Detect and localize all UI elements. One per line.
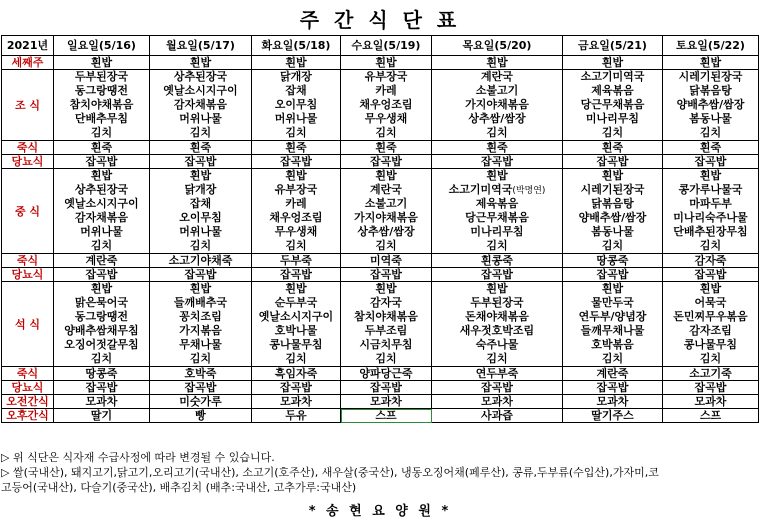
menu-item: 김치 <box>285 352 307 365</box>
meal-label: 당뇨식 <box>2 381 54 395</box>
menu-item: 꽁치조림 <box>179 310 222 323</box>
menu-cell: 빵 <box>150 409 252 423</box>
menu-cell: 소고기죽 <box>663 367 759 381</box>
menu-item: 유부장국 <box>364 70 408 83</box>
menu-cell: 사과즙 <box>432 409 563 423</box>
menu-cell: 잡곡밥 <box>54 268 150 282</box>
menu-row <box>2 169 759 254</box>
menu-cell: 잡곡밥 <box>432 155 563 169</box>
menu-cell <box>252 282 341 367</box>
day-header: 금요일(5/21) <box>563 36 663 56</box>
menu-item: 오이무침 <box>179 211 222 224</box>
menu-cell: 잡곡밥 <box>432 268 563 282</box>
menu-cell: 잡곡밥 <box>663 381 759 395</box>
menu-item: 시레기된장국 <box>678 70 743 83</box>
menu-item: 옛날소시지구이 <box>258 310 334 323</box>
menu-cell: 흰밥 <box>252 56 341 70</box>
menu-cell: 스프 <box>341 409 432 423</box>
menu-item: 머위나물 <box>179 225 222 238</box>
menu-item: 흰밥 <box>601 282 624 295</box>
menu-item: 흰밥 <box>486 282 508 295</box>
menu-item: 감자국 <box>370 296 402 309</box>
menu-item: 제육볶음 <box>591 84 634 97</box>
menu-item: 김치 <box>601 126 624 139</box>
menu-cell: 잡곡밥 <box>663 155 759 169</box>
menu-cell: 두유 <box>252 409 341 423</box>
menu-cell <box>150 282 252 367</box>
menu-item: 김치 <box>601 239 624 252</box>
menu-cell <box>563 282 663 367</box>
menu-cell <box>663 169 759 254</box>
note-line: 고등어(국내산), 다슬기(중국산), 배추김치 (배추:국내산, 고추가루:국내산) <box>1 481 357 494</box>
menu-item: 김치 <box>285 239 307 252</box>
menu-item: 시금치무침 <box>359 338 413 351</box>
menu-item: 닭개장 <box>184 183 217 196</box>
menu-item: 감자조림 <box>689 324 732 337</box>
menu-item: 김치 <box>699 239 722 252</box>
menu-item: 제육볶음 <box>475 197 519 210</box>
menu-cell: 딸기 <box>54 409 150 423</box>
menu-item: 단배추된장무침 <box>673 225 748 238</box>
menu-item: 연두부/양념장 <box>578 310 647 323</box>
menu-item: 상추쌈/쌈장 <box>468 112 526 125</box>
menu-item: 콩나물무침 <box>683 338 738 351</box>
menu-item: 소불고기 <box>475 84 519 97</box>
menu-item: 단배추무침 <box>74 112 129 125</box>
menu-item: 김치 <box>699 126 722 139</box>
menu-cell: 모과차 <box>341 395 432 409</box>
menu-cell: 모과차 <box>563 395 663 409</box>
menu-cell <box>54 169 150 254</box>
menu-item: 유부장국 <box>274 183 318 196</box>
menu-cell <box>341 70 432 141</box>
menu-cell: 모과차 <box>252 395 341 409</box>
menu-cell: 소고기야채죽 <box>150 254 252 268</box>
menu-item: 잡채 <box>189 197 212 210</box>
menu-item: 오이무침 <box>274 98 318 111</box>
menu-item: 머위나물 <box>179 112 222 125</box>
menu-cell: 흰밥 <box>341 56 432 70</box>
menu-item: 김치 <box>486 239 508 252</box>
menu-item: 김치 <box>189 126 212 139</box>
menu-item: 김치 <box>189 239 212 252</box>
menu-item: 닭볶음탕 <box>689 84 732 97</box>
menu-item: 양배추쌈/쌈장 <box>676 98 745 111</box>
menu-item: 카레 <box>375 84 397 97</box>
menu-cell <box>252 70 341 141</box>
menu-cell: 모과차 <box>663 395 759 409</box>
menu-row <box>2 70 759 141</box>
menu-cell: 흰죽 <box>54 141 150 155</box>
menu-item: 김치 <box>699 352 722 365</box>
menu-cell: 연두부죽 <box>432 367 563 381</box>
menu-cell: 잡곡밥 <box>432 381 563 395</box>
menu-cell: 잡곡밥 <box>563 381 663 395</box>
meal-label: 죽식 <box>2 254 54 268</box>
menu-cell: 잡곡밥 <box>150 268 252 282</box>
meal-label: 당뇨식 <box>2 155 54 169</box>
menu-item: 순두부국 <box>274 296 318 309</box>
meal-label: 중 식 <box>2 169 54 254</box>
menu-cell: 호박죽 <box>150 367 252 381</box>
menu-row <box>2 268 759 282</box>
menu-item: 미나리숙주나물 <box>673 211 748 224</box>
menu-item-note: (박명연) <box>512 186 546 196</box>
menu-cell: 잡곡밥 <box>252 381 341 395</box>
menu-item: 마파두부 <box>689 197 732 210</box>
menu-cell <box>563 169 663 254</box>
menu-item: 당근무채볶음 <box>580 98 645 111</box>
menu-item: 참치야채볶음 <box>69 98 134 111</box>
menu-item: 상추된장국 <box>74 183 129 196</box>
menu-item: 흰밥 <box>285 169 307 182</box>
menu-cell: 잡곡밥 <box>663 268 759 282</box>
menu-row <box>2 254 759 268</box>
menu-item: 김치 <box>90 126 113 139</box>
note-line: ▷ 위 식단은 식자재 수급사정에 따라 변경될 수 있습니다. <box>1 451 275 464</box>
menu-item: 흰밥 <box>375 282 397 295</box>
menu-item: 어묵국 <box>694 296 727 309</box>
menu-item: 감자채볶음 <box>74 211 129 224</box>
menu-row <box>2 56 759 70</box>
menu-item: 김치 <box>486 126 508 139</box>
menu-row <box>2 395 759 409</box>
menu-cell: 흰죽 <box>563 141 663 155</box>
menu-cell <box>150 169 252 254</box>
menu-item: 흰밥 <box>375 169 397 182</box>
menu-cell <box>54 282 150 367</box>
menu-item: 채우엉조림 <box>269 211 323 224</box>
menu-cell: 잡곡밥 <box>252 268 341 282</box>
menu-cell: 흰밥 <box>150 56 252 70</box>
menu-cell: 잡곡밥 <box>150 155 252 169</box>
menu-item: 무채나물 <box>179 338 222 351</box>
day-header: 일요일(5/16) <box>54 36 150 56</box>
menu-item: 흰밥 <box>699 169 722 182</box>
menu-item: 시레기된장국 <box>580 183 645 196</box>
menu-cell <box>54 70 150 141</box>
menu-item: 참치야채볶음 <box>354 310 418 323</box>
meal-label: 오전간식 <box>2 395 54 409</box>
menu-item: 무우생채 <box>274 225 318 238</box>
menu-item: 잡채 <box>285 84 307 97</box>
menu-cell: 잡곡밥 <box>341 268 432 282</box>
menu-item: 상추된장국 <box>173 70 228 83</box>
menu-item: 돈채야채볶음 <box>465 310 529 323</box>
menu-item: 김치 <box>189 352 212 365</box>
menu-item: 들깨배추국 <box>173 296 228 309</box>
menu-cell <box>150 70 252 141</box>
menu-cell: 잡곡밥 <box>563 155 663 169</box>
menu-item: 김치 <box>375 352 397 365</box>
menu-cell: 미역죽 <box>341 254 432 268</box>
meal-label: 오후간식 <box>2 409 54 423</box>
menu-item: 콩가루나물국 <box>678 183 743 196</box>
menu-row <box>2 141 759 155</box>
menu-cell: 잡곡밥 <box>341 155 432 169</box>
menu-cell: 스프 <box>663 409 759 423</box>
menu-cell: 흰죽 <box>432 141 563 155</box>
menu-cell: 잡곡밥 <box>563 268 663 282</box>
menu-cell: 흰죽 <box>663 141 759 155</box>
meal-label: 죽식 <box>2 367 54 381</box>
menu-item: 계란국 <box>481 70 513 83</box>
menu-item: 머위나물 <box>80 225 123 238</box>
page-title: 주 간 식 단 표 <box>299 8 461 32</box>
menu-item: 흰밥 <box>285 282 307 295</box>
menu-item: 두부된장국 <box>74 70 129 83</box>
menu-item: 양배추쌈채무침 <box>64 324 139 337</box>
menu-cell: 계란죽 <box>563 367 663 381</box>
menu-item: 흰밥 <box>189 169 212 182</box>
menu-cell: 잡곡밥 <box>150 381 252 395</box>
menu-item: 호박볶음 <box>591 338 634 351</box>
menu-cell <box>341 169 432 254</box>
menu-row <box>2 381 759 395</box>
menu-item: 김치 <box>90 239 113 252</box>
menu-item: 김치 <box>375 126 397 139</box>
menu-item: 미나리무침 <box>585 112 640 125</box>
menu-cell: 흰콩죽 <box>432 254 563 268</box>
menu-item: 콩나물무침 <box>269 338 323 351</box>
menu-item: 닭볶음탕 <box>591 197 634 210</box>
menu-item: 김치 <box>375 239 397 252</box>
menu-row <box>2 367 759 381</box>
notes <box>1 450 758 495</box>
menu-cell: 모과차 <box>54 395 150 409</box>
meal-label: 죽식 <box>2 141 54 155</box>
menu-item: 김치 <box>601 352 624 365</box>
menu-item: 새우젓호박조림 <box>459 324 535 337</box>
facility-name: * 송 현 요 양 원 * <box>308 504 452 519</box>
note-line: ▷ 쌀(국내산), 돼지고기,닭고기,오리고기(국내산), 소고기(호주산), 새우살(중국산), 냉동오징어채(페루산), 콩류,두부류(수입산),가자미,코 <box>1 466 659 479</box>
menu-cell: 잡곡밥 <box>341 381 432 395</box>
meal-label: 조 식 <box>2 70 54 141</box>
menu-item: 봄동나물 <box>591 225 634 238</box>
year-header: 2021년 <box>2 36 54 56</box>
menu-cell <box>432 282 563 367</box>
menu-cell: 감자죽 <box>663 254 759 268</box>
menu-item: 두부조림 <box>364 324 408 337</box>
menu-cell: 땅콩죽 <box>54 367 150 381</box>
menu-item: 소고기미역국(박명연) <box>448 183 546 196</box>
menu-item: 머위나물 <box>274 112 318 125</box>
menu-item: 당근무채볶음 <box>465 211 529 224</box>
menu-cell: 잡곡밥 <box>252 155 341 169</box>
menu-item: 들깨무채나물 <box>580 324 645 337</box>
menu-item: 두부된장국 <box>470 296 524 309</box>
menu-item: 가지야채볶음 <box>465 98 529 111</box>
meal-label: 석 식 <box>2 282 54 367</box>
menu-item: 김치 <box>90 352 113 365</box>
menu-item: 무우생채 <box>364 112 408 125</box>
menu-cell <box>432 70 563 141</box>
menu-item: 봄동나물 <box>689 112 732 125</box>
menu-cell: 미숫가루 <box>150 395 252 409</box>
menu-cell: 잡곡밥 <box>54 381 150 395</box>
menu-item: 흰밥 <box>486 169 508 182</box>
menu-item: 채우엉조림 <box>359 98 413 111</box>
menu-cell: 흰죽 <box>252 141 341 155</box>
menu-cell <box>563 70 663 141</box>
menu-cell: 잡곡밥 <box>54 155 150 169</box>
menu-item: 계란국 <box>370 183 402 196</box>
menu-cell <box>432 169 563 254</box>
menu-cell: 흑임자죽 <box>252 367 341 381</box>
menu-item: 미나리무침 <box>470 225 524 238</box>
meal-label: 당뇨식 <box>2 268 54 282</box>
meal-label: 세째주 <box>2 56 54 70</box>
day-header: 토요일(5/22) <box>663 36 759 56</box>
header-row <box>2 36 759 56</box>
weekly-menu-table <box>1 35 759 423</box>
menu-item: 맑은묵어국 <box>74 296 129 309</box>
menu-item: 호박나물 <box>274 324 318 337</box>
menu-item: 양배추쌈/쌈장 <box>578 211 647 224</box>
menu-item: 닭개장 <box>280 70 312 83</box>
menu-item: 소고기미역국 <box>580 70 645 83</box>
day-header: 월요일(5/17) <box>150 36 252 56</box>
menu-item: 물만두국 <box>591 296 634 309</box>
menu-item: 동그랑땡전 <box>74 84 129 97</box>
menu-item: 흰밥 <box>90 282 113 295</box>
menu-item: 소불고기 <box>364 197 408 210</box>
menu-item: 카레 <box>285 197 307 210</box>
menu-cell: 두부죽 <box>252 254 341 268</box>
menu-item: 숙주나물 <box>475 338 519 351</box>
menu-cell: 계란죽 <box>54 254 150 268</box>
day-header: 수요일(5/19) <box>341 36 432 56</box>
menu-row <box>2 155 759 169</box>
menu-cell: 흰밥 <box>663 56 759 70</box>
menu-item: 가지야채볶음 <box>354 211 418 224</box>
menu-cell: 흰죽 <box>341 141 432 155</box>
menu-item: 흰밥 <box>601 169 624 182</box>
menu-row <box>2 409 759 423</box>
menu-item: 가지볶음 <box>179 324 222 337</box>
menu-cell <box>663 70 759 141</box>
menu-item: 옛날소시지구이 <box>64 197 139 210</box>
menu-item: 흰밥 <box>699 282 722 295</box>
day-header: 화요일(5/18) <box>252 36 341 56</box>
menu-item: 흰밥 <box>189 282 212 295</box>
menu-item: 흰밥 <box>90 169 113 182</box>
menu-cell: 딸기주스 <box>563 409 663 423</box>
day-header: 목요일(5/20) <box>432 36 563 56</box>
menu-cell: 모과차 <box>432 395 563 409</box>
menu-item: 동그랑땡전 <box>74 310 129 323</box>
menu-cell: 땅콩죽 <box>563 254 663 268</box>
menu-item: 김치 <box>486 352 508 365</box>
menu-item: 상추쌈/쌈장 <box>357 225 415 238</box>
menu-cell: 양파당근죽 <box>341 367 432 381</box>
menu-row <box>2 282 759 367</box>
menu-item: 감자채볶음 <box>173 98 228 111</box>
menu-cell <box>341 282 432 367</box>
menu-cell <box>252 169 341 254</box>
menu-cell: 흰밥 <box>563 56 663 70</box>
menu-item: 옛날소시지구이 <box>163 84 238 97</box>
menu-cell: 흰죽 <box>150 141 252 155</box>
menu-cell: 흰밥 <box>54 56 150 70</box>
menu-item: 돈민찌무우볶음 <box>673 310 748 323</box>
menu-item: 오징어젓갈무침 <box>64 338 139 351</box>
menu-cell <box>663 282 759 367</box>
menu-cell: 흰밥 <box>432 56 563 70</box>
menu-item: 김치 <box>285 126 307 139</box>
